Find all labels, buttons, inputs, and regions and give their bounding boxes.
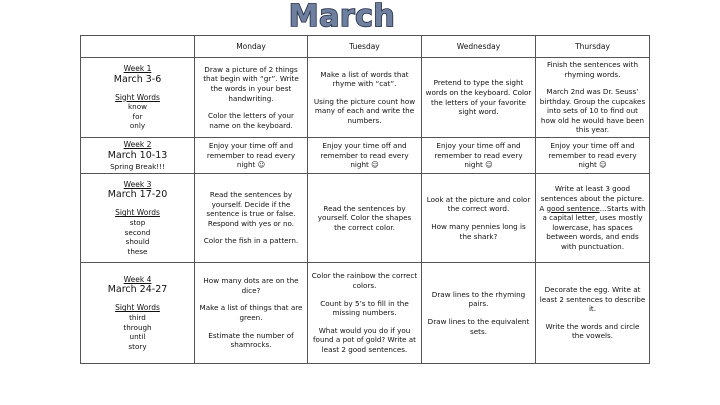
activity-text-part: …Starts with a capital letter, uses mostly lowercase, has spaces between words, and ends with punctuation.: [542, 203, 646, 251]
activity-text: [539, 184, 646, 251]
activity-text: Count by 5’s to fill in the missing numbers.: [320, 298, 409, 318]
header-wednesday: Wednesday: [422, 36, 536, 58]
week-label: Week 4: [123, 274, 152, 284]
tuesday-cell: [308, 138, 422, 174]
thursday-cell: [536, 58, 650, 138]
sight-words-label: Sight Words: [115, 303, 160, 313]
activity-text: Read the sentences by yourself. Color the shapes the correct color.: [317, 203, 412, 232]
sight-word: for: [132, 111, 143, 121]
activity-text: What would you do if you found a pot of gold? Write at least 2 good sentences.: [313, 325, 416, 354]
page-title: March: [288, 0, 396, 34]
thursday-cell: [536, 263, 650, 364]
page-title-banner: [0, 0, 720, 34]
activity-text: How many pennies long is the shark?: [431, 222, 526, 241]
monday-cell: [195, 174, 308, 263]
activity-text: Draw lines to the equivalent sets.: [427, 317, 530, 336]
sight-word: until: [129, 332, 146, 342]
week-dates: March 24-27: [107, 284, 168, 296]
week-row-1: [81, 58, 650, 138]
spring-break-note: Spring Break!!!: [110, 161, 165, 171]
good-sentence-underlined: good sentence: [546, 203, 600, 213]
sight-word: stop: [129, 217, 146, 227]
sight-word: story: [128, 341, 147, 351]
activity-text: Write the words and circle the vowels.: [545, 321, 640, 341]
header-tuesday: Tuesday: [308, 36, 422, 58]
sight-word: only: [129, 121, 146, 131]
activity-text: Enjoy your time off and remember to read every night ☺: [320, 141, 409, 170]
week-header-cell: [81, 58, 195, 138]
corner-cell: [81, 36, 195, 58]
wednesday-cell: [422, 174, 536, 263]
tuesday-cell: [308, 58, 422, 138]
header-monday: Monday: [195, 36, 308, 58]
header-thursday: Thursday: [536, 36, 650, 58]
week-header-cell: [81, 138, 195, 174]
sight-word: know: [128, 102, 147, 112]
week-row-4: [81, 263, 650, 364]
monday-cell: [195, 138, 308, 174]
activity-text: Enjoy your time off and remember to read every night ☺: [434, 141, 523, 170]
activity-text: Make a list of things that are green.: [199, 303, 303, 322]
title-graphic: [0, 0, 720, 34]
sight-word: should: [125, 237, 150, 247]
activity-text: Finish the sentences with rhyming words.: [547, 59, 638, 79]
week-header-cell: [81, 263, 195, 364]
activity-text: Using the picture count how many of each and write the numbers.: [313, 96, 416, 125]
thursday-cell: [536, 138, 650, 174]
monday-cell: [195, 263, 308, 364]
week-dates: March 17-20: [107, 189, 168, 201]
wednesday-cell: [422, 58, 536, 138]
tuesday-cell: [308, 263, 422, 364]
sight-word: through: [123, 322, 152, 332]
wednesday-cell: [422, 138, 536, 174]
activity-text: Color the rainbow the correct colors.: [311, 271, 418, 291]
activity-text-part: Write at least 3 good sentences about the picture. A: [539, 184, 645, 213]
sight-word: second: [124, 227, 151, 237]
thursday-cell: [536, 174, 650, 263]
activity-text: Decorate the egg. Write at least 2 sentences to describe it.: [539, 285, 646, 314]
activity-text: Draw a picture of 2 things that begin with “gr”. Write the words in your best handwriting.: [203, 64, 299, 103]
header-row: [81, 36, 650, 58]
activity-text: Read the sentences by yourself. Decide if the sentence is true or false. Respond with yes or no.: [206, 190, 296, 228]
week-label: Week 2: [123, 139, 152, 149]
activity-text: Pretend to type the sight words on the keyboard. Color the letters of your favorite sight word.: [425, 78, 532, 117]
monday-cell: [195, 58, 308, 138]
activity-text: Color the fish in a pattern.: [203, 236, 299, 246]
activity-text: Estimate the number of shamrocks.: [208, 330, 294, 350]
sight-word: third: [129, 312, 146, 322]
activity-text: Color the letters of your name on the keyboard.: [208, 111, 294, 130]
activity-text: Draw lines to the rhyming pairs.: [431, 289, 526, 309]
activity-text: Look at the picture and color the correct word.: [426, 194, 531, 214]
week-dates: March 3-6: [113, 73, 162, 85]
week-row-2: [81, 138, 650, 174]
wednesday-cell: [422, 263, 536, 364]
activity-text: Enjoy your time off and remember to read every night ☺: [206, 141, 296, 170]
tuesday-cell: [308, 174, 422, 263]
activity-text: Make a list of words that rhyme with “cat”.: [320, 69, 409, 89]
activity-text: How many dots are on the dice?: [203, 276, 299, 295]
sight-words-label: Sight Words: [115, 208, 160, 218]
march-schedule-table: [80, 35, 650, 364]
activity-text: Enjoy your time off and remember to read every night ☺: [548, 141, 637, 170]
week-row-3: [81, 174, 650, 263]
sight-words-label: Sight Words: [115, 92, 160, 102]
activity-text: March 2nd was Dr. Seuss’ birthday. Group the cupcakes into sets of 10 to find out how old he would have been this year.: [539, 87, 646, 135]
week-header-cell: [81, 174, 195, 263]
week-label: Week 3: [123, 179, 152, 189]
week-dates: March 10-13: [107, 149, 168, 161]
sight-word: these: [127, 246, 148, 256]
week-label: Week 1: [123, 64, 152, 74]
